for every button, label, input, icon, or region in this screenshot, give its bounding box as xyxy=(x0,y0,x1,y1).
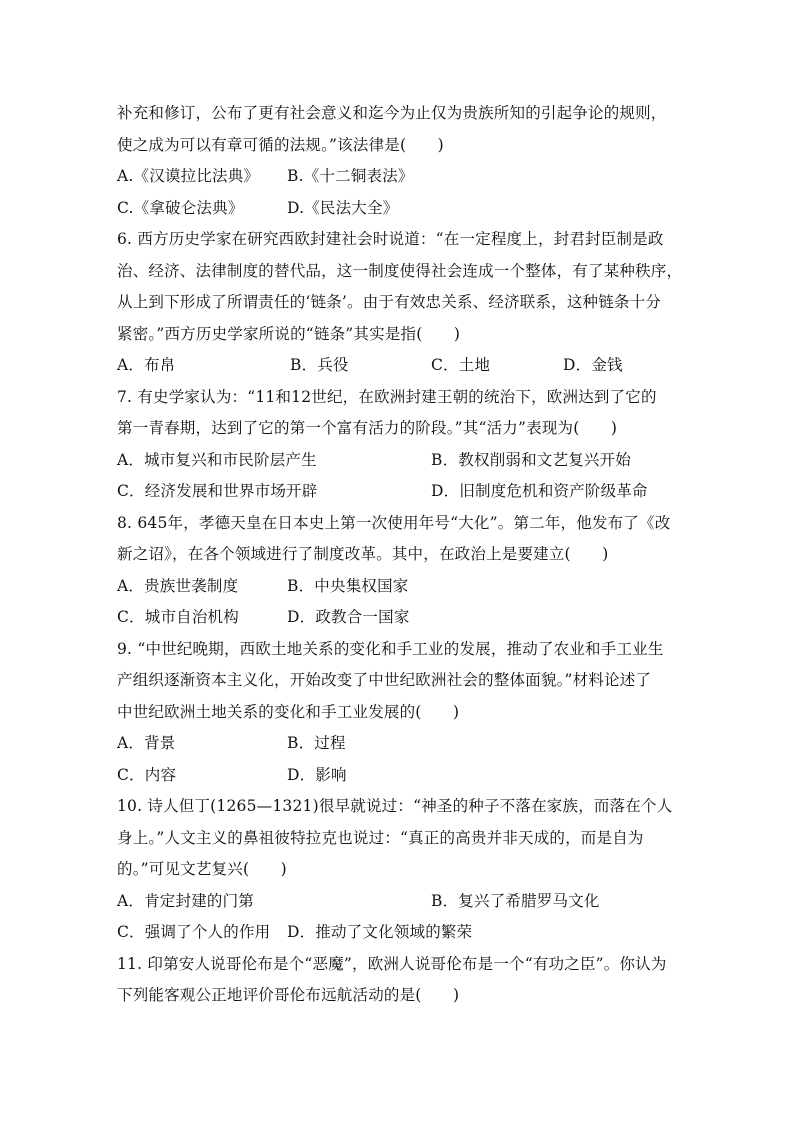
question-6-line-3: 从上到下形成了所谓责任的‘链条’。由于有效忠关系、经济联系，这种链条十分 xyxy=(117,293,662,311)
question-11 xyxy=(117,949,677,1012)
question-6-options-row xyxy=(117,350,677,382)
question-7-option-b: B．教权削弱和文艺复兴开始 xyxy=(431,450,631,469)
question-6-line-4: 紧密。”西方历史学家所说的“链条”其实是指( ) xyxy=(117,324,461,343)
question-9-option-b: B．过程 xyxy=(287,734,346,752)
question-6-option-b: B．兵役 xyxy=(290,356,349,374)
question-5-line-2: 使之成为可以有章可循的法规。”该法律是( ) xyxy=(117,135,444,154)
question-6-option-c: C．土地 xyxy=(431,356,491,374)
question-9-options-row-1 xyxy=(117,728,677,760)
question-10-options-row-2 xyxy=(117,917,677,949)
question-8-options-row-1 xyxy=(117,571,677,603)
question-10-option-b: B．复兴了希腊罗马文化 xyxy=(431,891,600,910)
question-5-option-a: A.《汉谟拉比法典》 xyxy=(117,167,260,185)
question-7-options-row-2 xyxy=(117,476,677,508)
question-5-options-row-1 xyxy=(117,161,677,193)
question-7-line-1: 7. 有史学家认为：“11和12世纪，在欧洲封建王朝的统治下，欧洲达到了它的 xyxy=(117,387,657,406)
question-10-option-a: A．肯定封建的门第 xyxy=(117,891,254,910)
question-8-option-c: C．城市自治机构 xyxy=(117,608,239,626)
question-7-options-row-1 xyxy=(117,445,677,477)
question-9-line-1: 9. “中世纪晚期，西欧土地关系的变化和手工业的发展，推动了农业和手工业生 xyxy=(117,639,664,658)
question-6-option-a: A．布帛 xyxy=(117,356,176,374)
question-5-options-row-2 xyxy=(117,193,677,225)
question-8-line-2: 新之诏》，在各个领域进行了制度改革。其中，在政治上是要建立( ) xyxy=(117,545,609,563)
question-10-line-2: 身上。”人文主义的鼻祖彼特拉克也说过：“真正的高贵并非天成的，而是自为 xyxy=(117,828,644,847)
question-9-line-3: 中世纪欧洲土地关系的变化和手工业发展的( ) xyxy=(117,702,460,721)
question-5-option-b: B.《十二铜表法》 xyxy=(287,167,414,185)
question-8 xyxy=(117,508,677,634)
question-9-line-2: 产组织逐渐资本主义化，开始改变了中世纪欧洲社会的整体面貌。”材料论述了 xyxy=(117,671,652,689)
question-9 xyxy=(117,634,677,792)
question-7-option-c: C．经济发展和世界市场开辟 xyxy=(117,482,318,500)
question-8-options-row-2 xyxy=(117,602,677,634)
question-10-option-c: C．强调了个人的作用 xyxy=(117,923,271,941)
question-6-option-d: D．金钱 xyxy=(563,356,623,374)
question-8-line-1: 8. 645年，孝德天皇在日本史上第一次使用年号“大化”。第二年，他发布了《改 xyxy=(117,513,671,532)
question-11-line-1: 11. 印第安人说哥伦布是个“恶魔”，欧洲人说哥伦布是一个“有功之臣”。你认为 xyxy=(117,954,667,973)
question-10 xyxy=(117,791,677,949)
question-7 xyxy=(117,382,677,508)
question-6-line-1: 6. 西方历史学家在研究西欧封建社会时说道：“在一定程度上，封君封臣制是政 xyxy=(117,230,664,248)
question-10-line-1: 10. 诗人但丁(1265—1321)很早就说过：“神圣的种子不落在家族，而落在个人 xyxy=(117,797,673,815)
question-6 xyxy=(117,224,683,382)
question-5-option-d: D.《民法大全》 xyxy=(287,198,399,217)
question-10-line-3: 的。”可见文艺复兴( ) xyxy=(117,860,287,878)
question-9-options-row-2 xyxy=(117,760,677,792)
question-8-option-d: D．政教合一国家 xyxy=(287,608,410,626)
question-5-line-1: 补充和修订，公布了更有社会意义和迄今为止仅为贵族所知的引起争论的规则， xyxy=(117,104,667,122)
question-8-option-a: A．贵族世袭制度 xyxy=(117,576,239,595)
question-7-line-2: 第一青春期，达到了它的第一个富有活力的阶段。”其“活力”表现为( ) xyxy=(117,419,618,437)
question-9-option-d: D．影响 xyxy=(287,765,347,784)
question-content xyxy=(117,98,683,1012)
question-11-line-2: 下列能客观公正地评价哥伦布远航活动的是( ) xyxy=(117,986,460,1004)
question-5-option-c: C.《拿破仑法典》 xyxy=(117,198,244,217)
question-9-option-c: C．内容 xyxy=(117,765,177,784)
question-10-option-d: D．推动了文化领域的繁荣 xyxy=(287,923,473,941)
question-9-option-a: A．背景 xyxy=(117,734,176,752)
question-5 xyxy=(117,98,677,224)
question-8-option-b: B．中央集权国家 xyxy=(287,576,409,595)
question-6-line-2: 治、经济、法律制度的替代品，这一制度使得社会连成一个整体，有了某种秩序， xyxy=(117,261,683,280)
question-7-option-d: D．旧制度危机和资产阶级革命 xyxy=(431,482,648,500)
question-10-options-row-1 xyxy=(117,886,677,918)
question-7-option-a: A．城市复兴和市民阶层产生 xyxy=(117,450,317,469)
